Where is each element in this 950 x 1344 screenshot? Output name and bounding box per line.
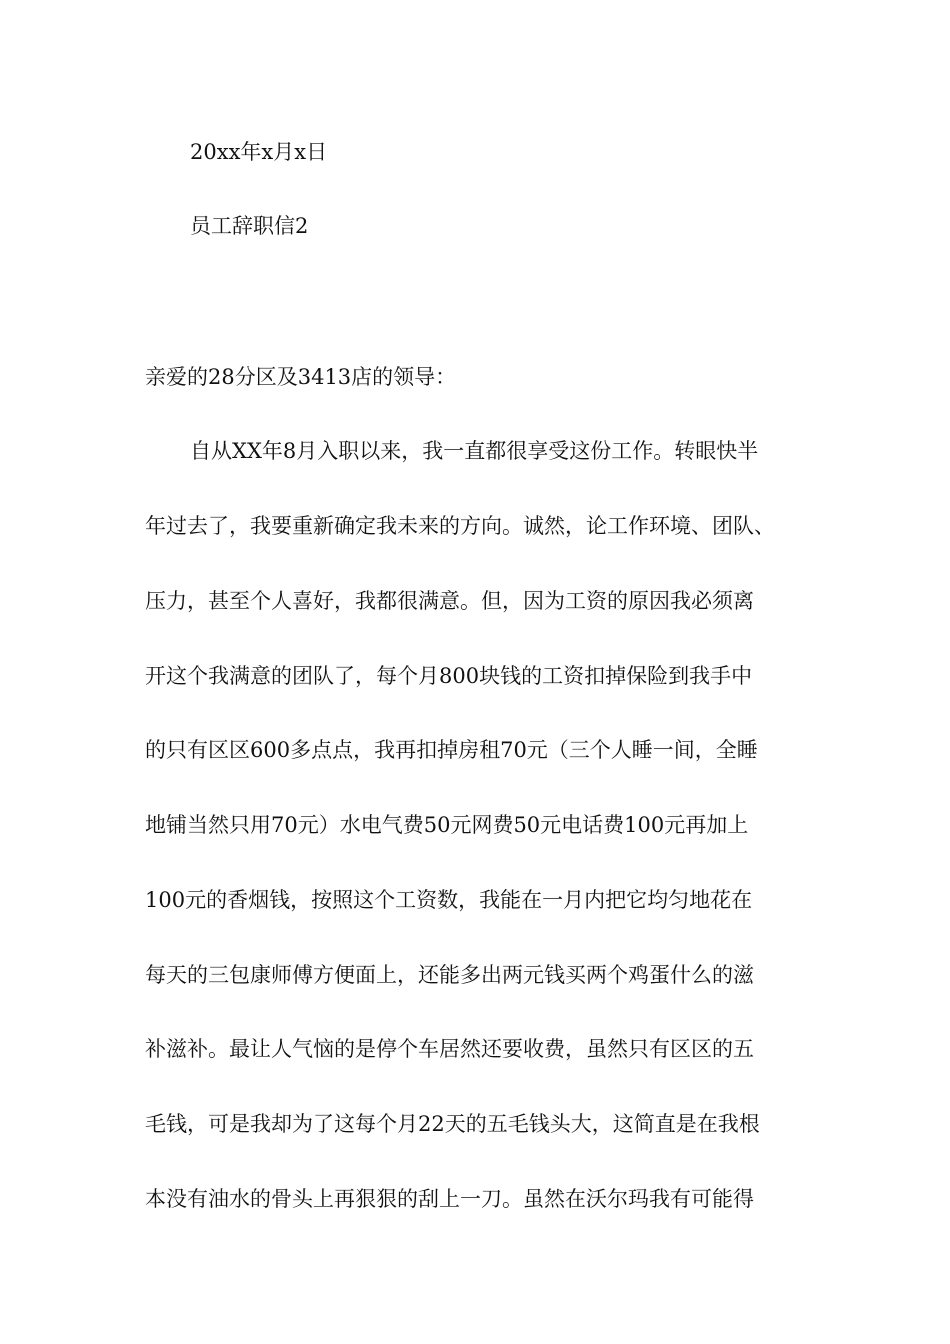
body-line: 年过去了，我要重新确定我未来的方向。诚然，论工作环境、团队、 bbox=[145, 514, 775, 538]
date-line: 20xx年x月x日 bbox=[190, 140, 328, 164]
body-line: 毛钱，可是我却为了这每个月22天的五毛钱头大，这简直是在我根 bbox=[145, 1112, 760, 1136]
body-line: 地铺当然只用70元）水电气费50元网费50元电话费100元再加上 bbox=[145, 813, 749, 837]
body-line: 本没有油水的骨头上再狠狠的刮上一刀。虽然在沃尔玛我有可能得 bbox=[145, 1187, 754, 1211]
body-line: 100元的香烟钱，按照这个工资数，我能在一月内把它均匀地花在 bbox=[145, 888, 753, 912]
body-line: 自从XX年8月入职以来，我一直都很享受这份工作。转眼快半 bbox=[190, 439, 759, 463]
body-line: 每天的三包康师傅方便面上，还能多出两元钱买两个鸡蛋什么的滋 bbox=[145, 963, 754, 987]
body-line: 压力，甚至个人喜好，我都很满意。但，因为工资的原因我必须离 bbox=[145, 589, 754, 613]
letter-title: 员工辞职信2 bbox=[190, 214, 309, 238]
body-line: 补滋补。最让人气恼的是停个车居然还要收费，虽然只有区区的五 bbox=[145, 1037, 754, 1061]
body-line: 开这个我满意的团队了，每个月800块钱的工资扣掉保险到我手中 bbox=[145, 664, 753, 688]
body-line: 的只有区区600多点点，我再扣掉房租70元（三个人睡一间，全睡 bbox=[145, 738, 758, 762]
salutation: 亲爱的28分区及3413店的领导： bbox=[145, 365, 457, 389]
